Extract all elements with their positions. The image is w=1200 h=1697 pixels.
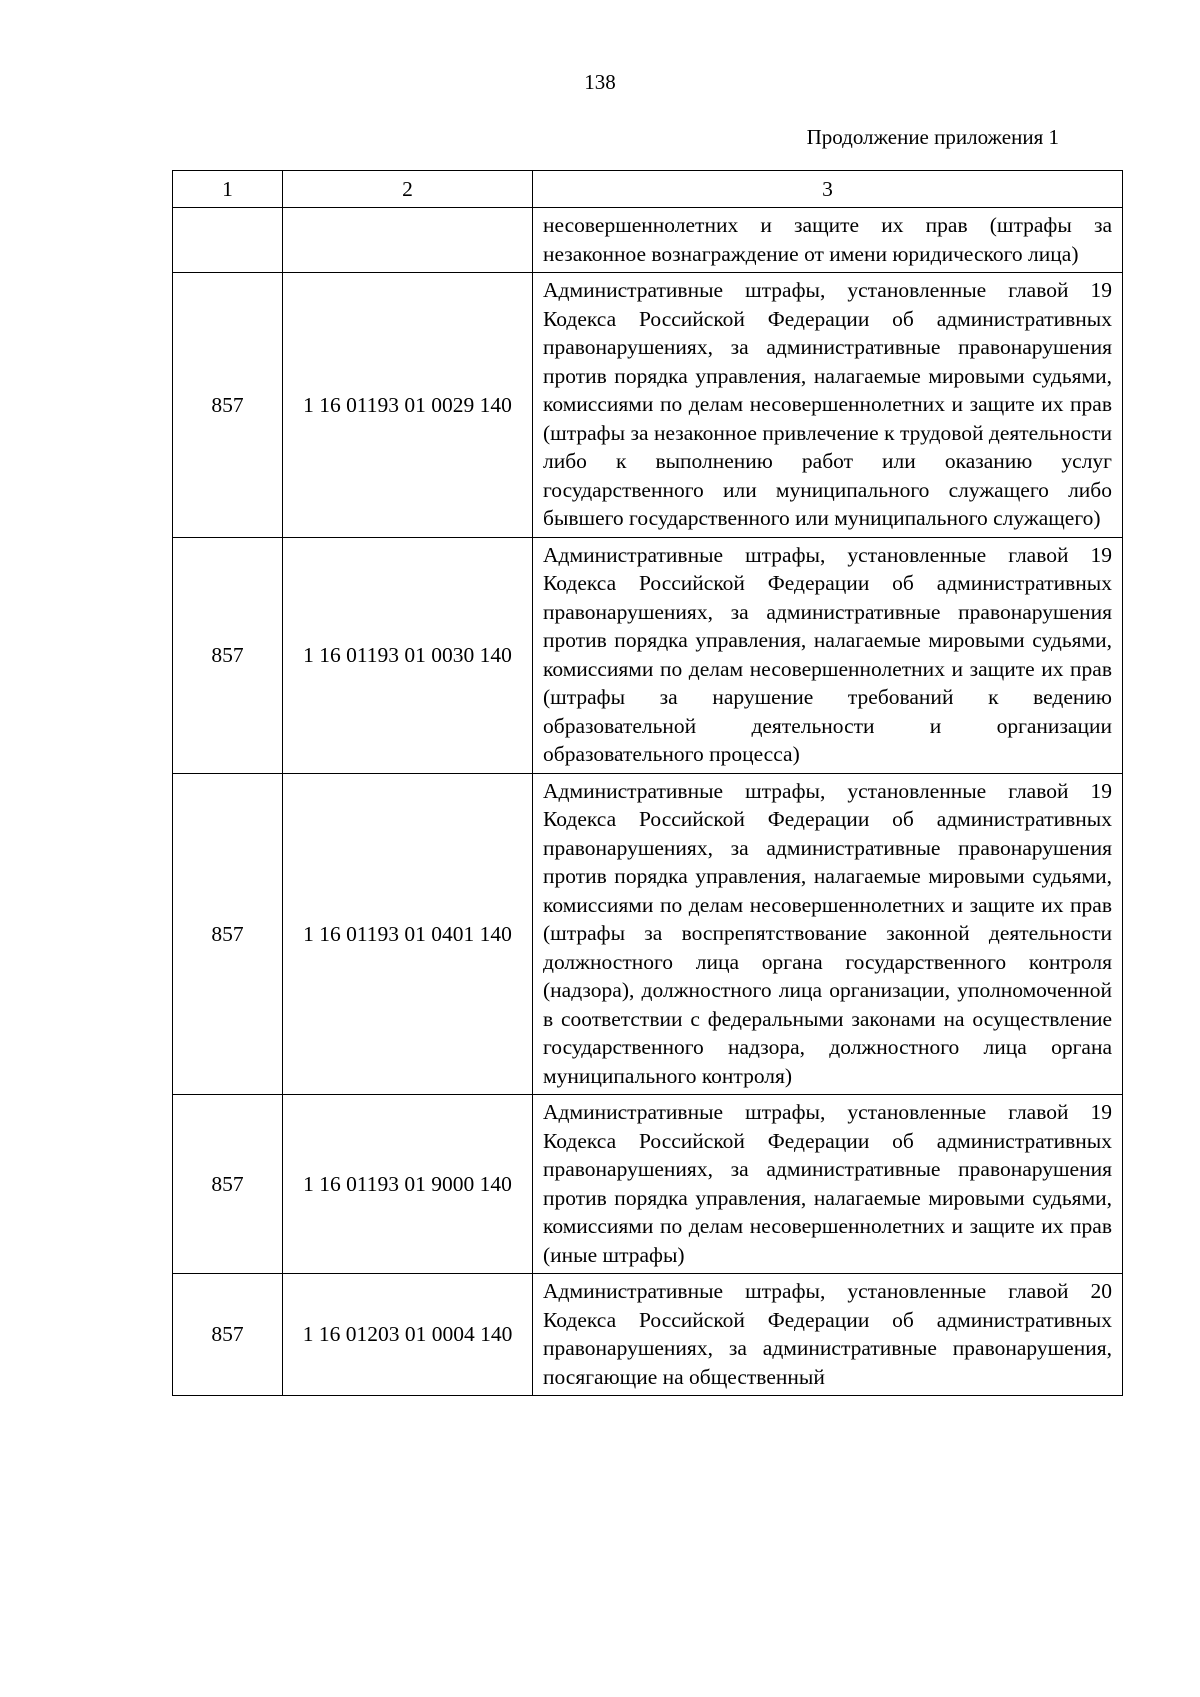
admin-code-cell: 857 — [173, 273, 283, 538]
budget-code-cell: 1 16 01193 01 0029 140 — [283, 273, 533, 538]
admin-code-cell: 857 — [173, 773, 283, 1095]
description-cell: Административные штрафы, установленные главой 19 Кодекса Российской Федерации об административных правонарушениях, за административные правонарушения против порядка управления, налагаемые мировыми судьями, комиссиями по делам несовершеннолетних и защите их прав (штрафы за нарушение требований к ведению образовательной деятельности и организации образовательного процесса) — [533, 537, 1123, 773]
budget-code-cell: 1 16 01193 01 0030 140 — [283, 537, 533, 773]
description-cell: Административные штрафы, установленные главой 19 Кодекса Российской Федерации об административных правонарушениях, за административные правонарушения против порядка управления, налагаемые мировыми судьями, комиссиями по делам несовершеннолетних и защите их прав (иные штрафы) — [533, 1095, 1123, 1274]
budget-code-cell: 1 16 01203 01 0004 140 — [283, 1274, 533, 1396]
header-col-3: 3 — [533, 171, 1123, 208]
table-row — [173, 1274, 1123, 1396]
description-cell: Административные штрафы, установленные главой 19 Кодекса Российской Федерации об административных правонарушениях, за административные правонарушения против порядка управления, налагаемые мировыми судьями, комиссиями по делам несовершеннолетних и защите их прав (штрафы за воспрепятствование законной деятельности должностного лица органа государственного контроля (надзора), должностного лица организации, уполномоченной в соответствии с федеральными законами на осуществление государственного надзора, должностного лица органа муниципального контроля) — [533, 773, 1123, 1095]
table-row — [173, 208, 1123, 273]
table-row — [173, 273, 1123, 538]
appendix-continuation-note: Продолжение приложения 1 — [806, 125, 1059, 149]
description-cell: Административные штрафы, установленные главой 20 Кодекса Российской Федерации об административных правонарушениях, за административные правонарушения, посягающие на общественный — [533, 1274, 1123, 1396]
admin-code-cell: 857 — [173, 1274, 283, 1396]
table-row — [173, 537, 1123, 773]
table-header-row — [173, 171, 1123, 208]
budget-code-cell: 1 16 01193 01 9000 140 — [283, 1095, 533, 1274]
budget-code-cell: 1 16 01193 01 0401 140 — [283, 773, 533, 1095]
budget-code-cell — [283, 208, 533, 273]
table-row — [173, 773, 1123, 1095]
revenue-codes-table — [172, 170, 1123, 1396]
table-row — [173, 1095, 1123, 1274]
header-col-2: 2 — [283, 171, 533, 208]
description-cell: несовершеннолетних и защите их прав (штрафы за незаконное вознаграждение от имени юридического лица) — [533, 208, 1123, 273]
admin-code-cell — [173, 208, 283, 273]
admin-code-cell: 857 — [173, 1095, 283, 1274]
description-cell: Административные штрафы, установленные главой 19 Кодекса Российской Федерации об административных правонарушениях, за административные правонарушения против порядка управления, налагаемые мировыми судьями, комиссиями по делам несовершеннолетних и защите их прав (штрафы за незаконное привлечение к трудовой деятельности либо к выполнению работ или оказанию услуг государственного или муниципального служащего либо бывшего государственного или муниципального служащего) — [533, 273, 1123, 538]
admin-code-cell: 857 — [173, 537, 283, 773]
header-col-1: 1 — [173, 171, 283, 208]
page-number: 138 — [584, 70, 616, 94]
